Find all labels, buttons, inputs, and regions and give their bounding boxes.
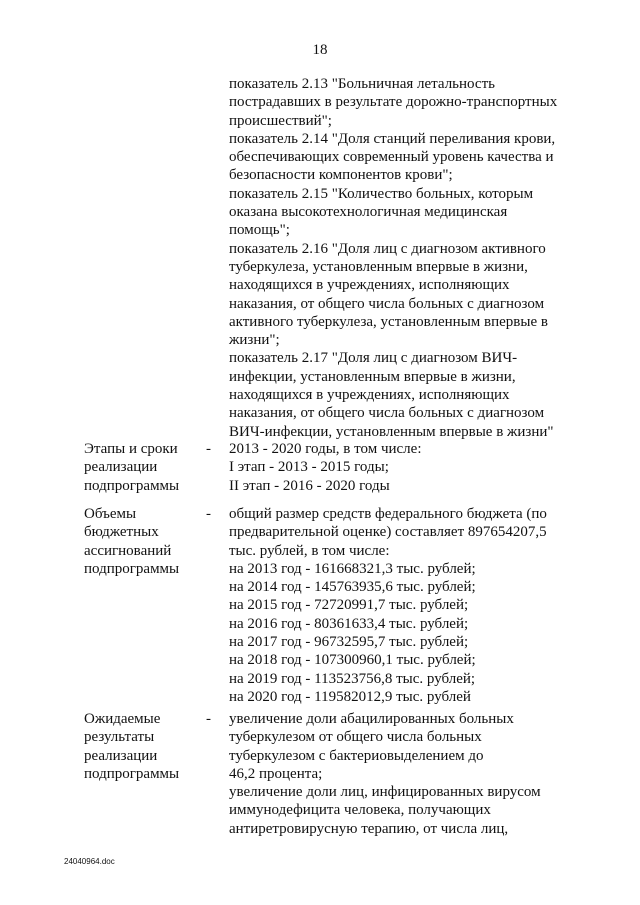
content-line: предварительной оценке) составляет 897654207,5 (229, 524, 547, 541)
content-line: увеличение доли абацилированных больных (229, 711, 514, 727)
funding-year-line: на 2018 год - 107300960,1 тыс. рублей; (229, 652, 476, 669)
indicator-line: показатель 2.14 "Доля станций переливания крови, (229, 130, 556, 147)
indicator-line: помощь"; (229, 222, 290, 239)
content-line: иммунодефицита человека, получающих (229, 802, 491, 819)
label-line: подпрограммы (84, 765, 180, 782)
indicator-line: наказания, от общего числа больных с диагнозом (229, 405, 545, 422)
label-line: реализации (84, 459, 158, 476)
results-content (229, 710, 541, 838)
funding-dash: - (206, 506, 211, 522)
stages-label (84, 440, 179, 495)
content-line: общий размер средств федерального бюджета (по (229, 506, 547, 522)
content-line: тыс. рублей, в том числе: (229, 542, 390, 559)
label-line: результаты (84, 729, 155, 746)
indicator-line: пострадавших в результате дорожно-транспортных (229, 94, 558, 111)
content-line: увеличение доли лиц, инфицированных вирусом (229, 784, 541, 801)
stages-content (229, 440, 422, 495)
content-line: антиретровирусную терапию, от числа лиц, (229, 820, 509, 837)
funding-content (229, 505, 547, 706)
funding-label (84, 505, 179, 578)
label-line: бюджетных (84, 524, 159, 541)
indicator-line: наказания, от общего числа больных с диагнозом (229, 295, 545, 312)
indicator-line: ВИЧ-инфекции, установленным впервые в жизни" (229, 423, 554, 440)
indicator-line: туберкулеза, установленным впервые в жизни, (229, 258, 528, 275)
indicator-line: обеспечивающих современный уровень качества и (229, 149, 554, 166)
content-line: 46,2 процента; (229, 765, 323, 782)
indicator-line: происшествий"; (229, 112, 332, 129)
label-line: реализации (84, 747, 158, 764)
funding-year-line: на 2014 год - 145763935,6 тыс. рублей; (229, 579, 476, 596)
content-line: I этап - 2013 - 2015 годы; (229, 459, 389, 476)
funding-year-line: на 2017 год - 96732595,7 тыс. рублей; (229, 634, 469, 651)
content-line: II этап - 2016 - 2020 годы (229, 477, 390, 494)
indicator-line: безопасности компонентов крови"; (229, 167, 453, 184)
funding-year-line: на 2019 год - 113523756,8 тыс. рублей; (229, 670, 476, 687)
indicator-line: показатель 2.15 "Количество больных, которым (229, 185, 534, 202)
label-line: подпрограммы (84, 560, 180, 577)
content-line: 2013 - 2020 годы, в том числе: (229, 441, 422, 457)
results-dash: - (206, 711, 211, 727)
label-line: Этапы и сроки (84, 441, 178, 457)
document-file-code: 24040964.doc (64, 857, 115, 866)
indicator-line: показатель 2.17 "Доля лиц с диагнозом ВИЧ- (229, 350, 518, 367)
content-line: туберкулезом с бактериовыделением до (229, 747, 484, 764)
indicator-line: оказана высокотехнологичная медицинская (229, 204, 508, 221)
label-line: Объемы (84, 506, 137, 522)
indicator-line: показатель 2.16 "Доля лиц с диагнозом активного (229, 240, 546, 257)
funding-year-line: на 2016 год - 80361633,4 тыс. рублей; (229, 615, 469, 632)
funding-year-line: на 2015 год - 72720991,7 тыс. рублей; (229, 597, 469, 614)
funding-year-line: на 2020 год - 119582012,9 тыс. рублей (229, 688, 471, 705)
label-line: Ожидаемые (84, 711, 161, 727)
indicator-line: инфекции, установленным впервые в жизни, (229, 368, 516, 385)
label-line: подпрограммы (84, 477, 180, 494)
indicator-line: находящихся в учреждениях, исполняющих (229, 387, 510, 404)
indicator-line: показатель 2.13 "Больничная летальность (229, 76, 495, 92)
indicator-line: активного туберкулеза, установленным впервые в (229, 313, 548, 330)
label-line: ассигнований (84, 542, 172, 559)
content-line: туберкулезом от общего числа больных (229, 729, 482, 746)
funding-year-line: на 2013 год - 161668321,3 тыс. рублей; (229, 560, 476, 577)
indicator-line: находящихся в учреждениях, исполняющих (229, 277, 510, 294)
indicator-line: жизни"; (229, 332, 280, 349)
indicators-list (229, 75, 557, 441)
stages-dash: - (206, 441, 211, 457)
page-number: 18 (312, 42, 328, 58)
results-label (84, 710, 179, 783)
